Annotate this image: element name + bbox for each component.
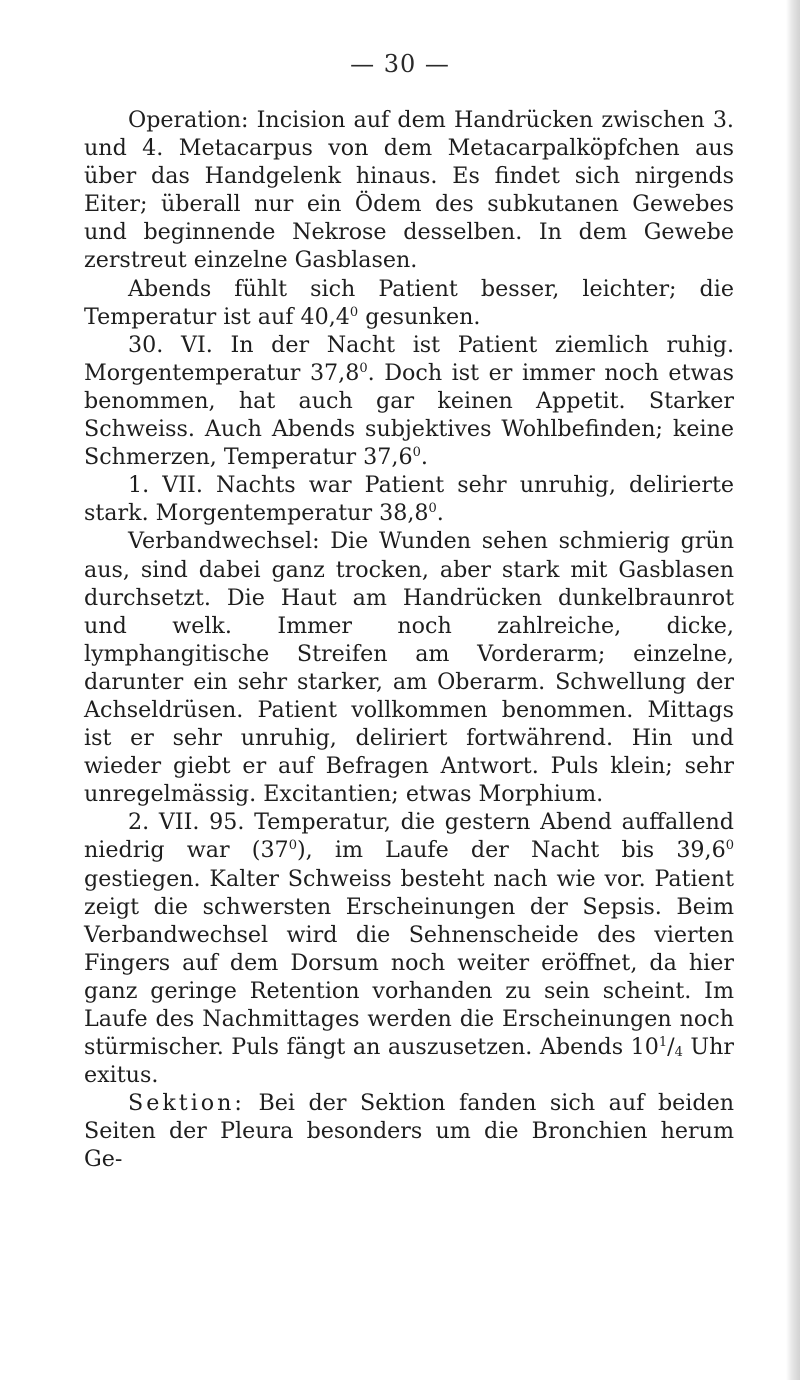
degree-mark: 0 <box>725 838 734 854</box>
text-run: gestiegen. Kalter Schweiss besteht nach wie vor. Patient zeigt die schwersten Erscheinungen der Sepsis. Beim Verbandwechsel wird die Sehnenscheide des vierten Fingers auf dem Dorsum noch weiter eröffnet, da hier ganz geringe Retention vorhanden zu sein scheint. Im Laufe des Nachmittages werden die Erscheinungen noch stürmischer. Puls fängt an auszusetzen. Abends 10 <box>84 865 734 1061</box>
paragraph-30-vi <box>84 331 734 471</box>
text-run: 2. VII. 95. Temperatur, die gestern Abend auffallend niedrig war (37 <box>84 809 734 864</box>
paragraph-operation: Operation: Incision auf dem Handrücken zwischen 3. und 4. Metacarpus von dem Metacarpalköpfchen aus über das Handgelenk hinaus. Es findet sich nirgends Eiter; überall nur ein Ödem des subkutanen Gewebes und beginnende Nekrose desselben. In dem Gewebe zerstreut einzelne Gasblasen. <box>84 107 734 274</box>
fraction-slash: / <box>667 1034 675 1061</box>
page-edge-shadow <box>786 0 800 1380</box>
paragraph-evening-temperature <box>84 275 734 331</box>
paragraph-2-vii <box>84 808 734 1089</box>
text-run: . <box>420 444 428 471</box>
text-run: 1. VII. Nachts war Patient sehr unruhig, delirierte stark. Morgentemperatur 38,8 <box>84 472 734 527</box>
sektion-label: Sektion: <box>128 1090 245 1117</box>
text-run: Bei der Sektion fanden sich auf beiden Seiten der Pleura besonders um die Bronchien herum Ge- <box>84 1090 734 1173</box>
page-number: — 30 — <box>350 50 450 78</box>
text-run: . Doch ist er immer noch etwas benommen, hat auch gar keinen Appetit. Starker Schweiss. Auch Abends subjektives Wohlbefinden; keine Schmerzen, Temperatur 37,6 <box>84 359 735 471</box>
paragraph-verbandwechsel: Verbandwechsel: Die Wunden sehen schmierig grün aus, sind dabei ganz trocken, aber stark mit Gasblasen durchsetzt. Die Haut am Handrücken dunkelbraunrot und welk. Immer noch zahlreiche, dicke, lymphangitische Streifen am Vorderarm; einzelne, darunter ein sehr starker, am Oberarm. Schwellung der Achseldrüsen. Patient vollkommen benommen. Mittags ist er sehr unruhig, deliriert fortwährend. Hin und wieder giebt er auf Befragen Antwort. Puls klein; sehr unregelmässig. Excitantien; etwas Morphium. <box>84 528 734 808</box>
fraction-numerator: 1 <box>658 1035 668 1051</box>
paragraph-sektion <box>84 1089 734 1173</box>
text-run: Uhr exitus. <box>84 1034 734 1089</box>
degree-mark: 0 <box>359 360 368 376</box>
fraction-denominator: 4 <box>674 1045 683 1061</box>
degree-mark: 0 <box>349 304 359 320</box>
text-run: . <box>436 500 444 527</box>
paragraph-1-vii <box>84 471 734 527</box>
degree-mark: 0 <box>428 501 437 517</box>
text-run: Abends fühlt sich Patient besser, leichter; die Temperatur ist auf 40,4 <box>84 275 734 330</box>
text-run: 30. VI. In der Nacht ist Patient ziemlich ruhig. Morgentemperatur 37,8 <box>84 331 734 386</box>
text-run: gesunken. <box>358 303 481 330</box>
body-text <box>84 106 734 1174</box>
degree-mark: 0 <box>412 445 421 461</box>
text-run: ), im Laufe der Nacht bis 39,6 <box>296 837 726 864</box>
degree-mark: 0 <box>288 838 297 854</box>
